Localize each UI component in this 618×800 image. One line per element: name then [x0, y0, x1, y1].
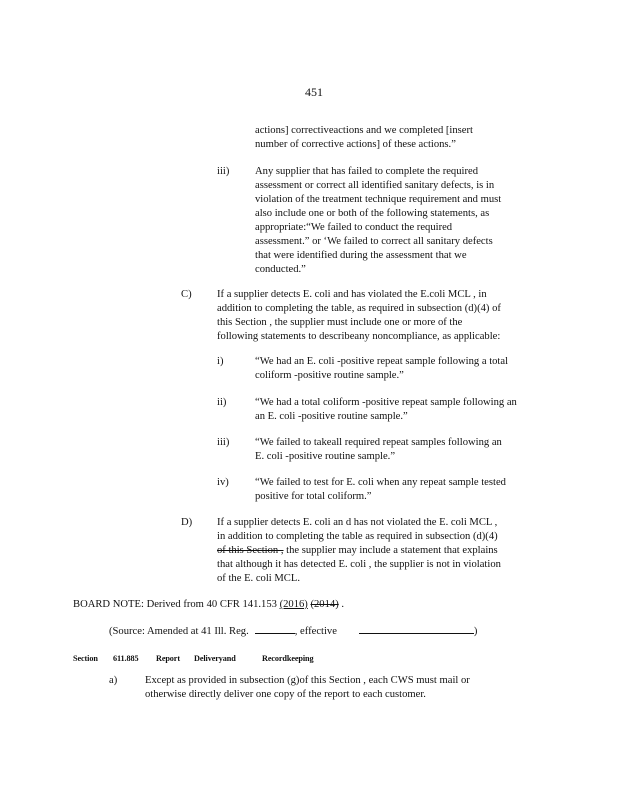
text-line: that were identified during the assessment that we	[255, 250, 467, 261]
text-line: “We had an E. coli -positive repeat sample following a total	[255, 356, 509, 367]
source-prefix: (Source: Amended at 41 Ill. Reg.	[109, 626, 249, 637]
text-line: If a supplier detects E. coli and has violated the E.coli MCL , in	[217, 289, 487, 300]
text-line: this Section , the supplier must include one or more of the	[217, 317, 463, 328]
text-line: “We failed to test for E. coli when any repeat sample tested	[255, 477, 506, 488]
text-line: also include one or both of the following statements, as	[255, 208, 490, 219]
board-note	[73, 598, 344, 612]
section-label: Section	[73, 654, 98, 663]
text-line: conducted.”	[255, 264, 306, 275]
subitem-marker-ii: ii)	[217, 397, 227, 408]
subitem-iv-text	[255, 476, 537, 504]
text-line: coliform -positive routine sample.”	[255, 370, 404, 381]
text-line: “We failed to takeall required repeat samples following an	[255, 437, 502, 448]
text-line	[217, 544, 537, 558]
deleted-year: (2014)	[310, 599, 339, 610]
text-line: of the E. coli MCL.	[217, 573, 300, 584]
item-d-text	[217, 516, 537, 586]
text-line: an E. coli -positive routine sample.”	[255, 411, 408, 422]
page-number: 451	[305, 85, 323, 99]
text-line: assessment or correct all identified sanitary defects, is in	[255, 180, 495, 191]
text-fragment: the supplier may include a statement that explains	[283, 545, 498, 556]
subitem-marker-i: i)	[217, 356, 224, 367]
effective-date-blank	[359, 623, 474, 634]
continued-actions-text	[255, 124, 500, 152]
subitem-marker-iii: iii)	[217, 437, 230, 448]
subitem-iii-text	[255, 436, 537, 464]
struck-text: of this Section ,	[217, 545, 284, 556]
item-marker-c: C)	[181, 289, 192, 300]
section-title-part: Recordkeeping	[262, 654, 314, 663]
item-c-text	[217, 288, 537, 344]
source-middle: , effective	[294, 626, 337, 637]
inserted-year: (2016)	[279, 599, 308, 610]
text-line: addition to completing the table, as required in subsection (d)(4) of	[217, 303, 501, 314]
item-marker-iii: iii)	[217, 166, 230, 177]
register-page-blank	[255, 623, 295, 634]
subitem-marker-iv: iv)	[217, 477, 229, 488]
source-line	[109, 623, 477, 639]
text-line: assessment.” or ‘We failed to correct all sanitary defects	[255, 236, 493, 247]
text-line: “We had a total coliform -positive repeat sample following an	[255, 397, 517, 408]
text-line: actions] correctiveactions and we completed [insert	[255, 125, 473, 136]
item-a-text	[145, 674, 510, 702]
subitem-ii-text	[255, 396, 537, 424]
source-suffix: )	[473, 626, 478, 637]
text-line: If a supplier detects E. coli an d has not violated the E. coli MCL ,	[217, 517, 498, 528]
board-note-prefix: BOARD NOTE: Derived from 40 CFR 141.153	[73, 599, 280, 610]
text-line: number of corrective actions] of these actions.”	[255, 139, 456, 150]
item-marker-d: D)	[181, 517, 193, 528]
text-line: Except as provided in subsection (g)of this Section , each CWS must mail or	[145, 675, 470, 686]
section-title-part: Deliveryand	[194, 654, 236, 663]
text-line: otherwise directly deliver one copy of the report to each customer.	[145, 689, 426, 700]
text-line: appropriate:“We failed to conduct the required	[255, 222, 453, 233]
subitem-i-text	[255, 355, 537, 383]
text-line: in addition to completing the table as required in subsection (d)(4)	[217, 531, 498, 542]
section-title-part: Report	[156, 654, 180, 663]
item-marker-a: a)	[109, 675, 118, 686]
text-line: following statements to describeany noncompliance, as applicable:	[217, 331, 501, 342]
item-iii-text	[255, 165, 533, 277]
text-line: violation of the treatment technique requirement and must	[255, 194, 502, 205]
text-line: E. coli -positive routine sample.”	[255, 451, 396, 462]
text-line: positive for total coliform.”	[255, 491, 372, 502]
section-number: 611.885	[113, 654, 139, 663]
text-line: Any supplier that has failed to complete the required	[255, 166, 478, 177]
text-line: that although it has detected E. coli , the supplier is not in violation	[217, 559, 501, 570]
text-fragment: .	[338, 599, 345, 610]
